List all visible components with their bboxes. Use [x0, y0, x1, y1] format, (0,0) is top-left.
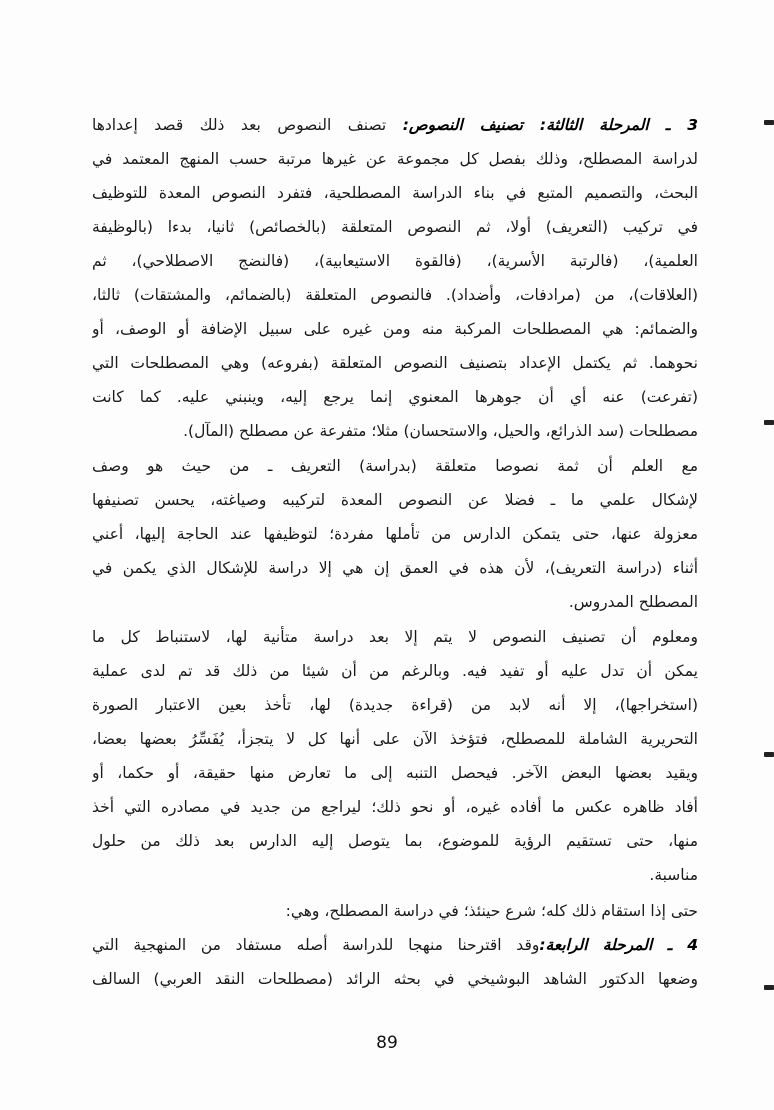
text-line: 4 ـ المرحلة الرابعة:وقد اقترحنا منهجا للدراسة أصله مستفاد من المنهجية التي [92, 936, 698, 954]
text-line: يمكن أن تدل عليه أو تفيد فيه. وبالرغم من أن شيئا من ذلك قد تم لدى عملية [92, 662, 698, 680]
scan-edge-mark [764, 985, 774, 990]
text-line: لإشكال علمي ما ـ فضلا عن النصوص المعدة لتركيبه وصياغته، يحسن تصنيفها [92, 491, 698, 509]
scan-edge-mark [764, 752, 774, 757]
text-line: منها، حتى تستقيم الرؤية للموضوع، بما يتوصل إليه الدارس بعد ذلك من حلول [92, 832, 698, 850]
text-line: التحريرية الشاملة للمصطلح، فتؤخذ الآن على أنها كل لا يتجزأ، يُفَسِّرُ بعضها بعضا، [92, 730, 698, 748]
text-line: وضعها الدكتور الشاهد البوشيخي في بحثه الرائد (مصطلحات النقد العربي) السالف [92, 970, 698, 988]
text-line: مع العلم أن ثمة نصوصا متعلقة (بدراسة) التعريف ـ من حيث هو وصف [92, 457, 698, 475]
section-heading: 3 ـ المرحلة الثالثة: تصنيف النصوص: [402, 116, 698, 134]
page-number: 89 [376, 1033, 398, 1053]
text-line: ومعلوم أن تصنيف النصوص لا يتم إلا بعد دراسة متأنية لها، لاستنباط كل ما [92, 628, 698, 646]
scan-edge-mark [764, 120, 774, 125]
text-line: البحث، والتصميم المتبع في بناء الدراسة المصطلحية، فتفرد النصوص المعدة للتوظيف [92, 184, 698, 202]
text-line: مصطلحات (سد الذرائع، والحيل، والاستحسان) مثلا؛ متفرعة عن مصطلح (المآل). [183, 422, 698, 440]
text-line: معزولة عنها، حتى يتمكن الدارس من تأملها مفردة؛ لتوظيفها عند الحاجة إليها، أعني [92, 525, 698, 543]
text-line: مناسبة. [649, 866, 698, 884]
text-line: (تفرعت) عنه أي أن جوهرها المعنوي إنما يرجع إليه، وينبني عليه. كما كانت [92, 388, 698, 406]
text-line: العلمية)، (فالرتبة الأسرية)، (فالقوة الاستيعابية)، (فالنضج الاصطلاحي)، ثم [92, 252, 698, 270]
scan-edge-mark [764, 420, 774, 425]
text-line: أثناء (دراسة التعريف)، لأن هذه في العمق إن هي إلا دراسة للإشكال الذي يكمن في [92, 559, 698, 577]
text-line: لدراسة المصطلح، وذلك بفصل كل مجموعة عن غيرها مرتبة حسب المنهج المعتمد في [92, 150, 698, 168]
text-line: 3 ـ المرحلة الثالثة: تصنيف النصوص: تصنف النصوص بعد ذلك قصد إعدادها [92, 116, 698, 134]
section-heading: 4 ـ المرحلة الرابعة: [539, 936, 698, 954]
text-line: في تركيب (التعريف) أولا، ثم النصوص المتعلقة (بالخصائص) ثانيا، بدءا (بالوظيفة [92, 218, 698, 236]
text-line: (استخراجها)، إلا أنه لابد من (قراءة جديدة) لها، تأخذ بعين الاعتبار الصورة [92, 696, 698, 714]
text-line: والضمائم: هي المصطلحات المركبة منه ومن غيره على سبيل الإضافة أو الوصف، أو [92, 320, 698, 338]
text-line: أفاد ظاهره عكس ما أفاده غيره، أو نحو ذلك؛ ليراجع من جديد في مصادره التي أخذ [92, 798, 698, 816]
text-line: ويقيد بعضها البعض الآخر. فيحصل التنبه إلى ما تعارض منها حقيقة، أو حكما، أو [92, 764, 698, 782]
text-line: نحوهما. ثم يكتمل الإعداد بتصنيف النصوص المتعلقة (بفروعه) وهي المصطلحات التي [92, 354, 698, 372]
text-line: حتى إذا استقام ذلك كله؛ شرع حينئذ؛ في دراسة المصطلح، وهي: [285, 902, 698, 920]
text-line: (العلاقات)، من (مرادفات، وأضداد). فالنصوص المتعلقة (بالضمائم، والمشتقات) ثالثا، [92, 286, 698, 304]
text-line: المصطلح المدروس. [568, 593, 698, 611]
